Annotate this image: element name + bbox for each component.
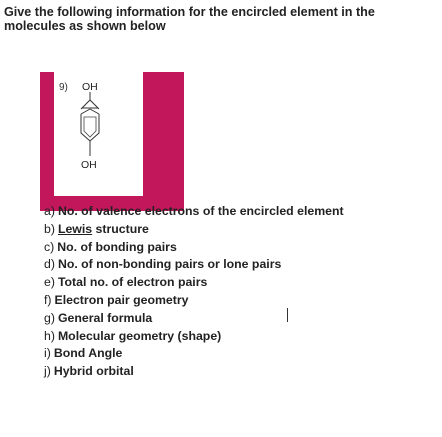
question-d: d) No. of non-bonding pairs or lone pairs xyxy=(44,257,282,272)
question-i: i) Bond Angle xyxy=(44,346,123,361)
top-hydroxyl-label: OH xyxy=(82,81,98,93)
molecule-card xyxy=(54,72,143,196)
question-a: a) No. of valence electrons of the encircled element xyxy=(44,204,344,218)
ring-right-upper xyxy=(90,109,99,114)
ring-double-bonds xyxy=(84,117,96,137)
question-g: g) General formula xyxy=(44,310,153,325)
text-cursor xyxy=(287,308,288,322)
benzene-ring-structure xyxy=(54,72,143,196)
question-b: b) Lewis structure xyxy=(44,221,149,236)
question-e: e) Total no. of electron pairs xyxy=(44,275,208,290)
bottom-hydroxyl-label: OH xyxy=(81,159,97,171)
ring-left-upper xyxy=(81,109,90,114)
question-j: j) Hybrid orbital xyxy=(44,364,134,379)
instructions-text: Give the following information for the encircled element in the molecules as shown below xyxy=(4,5,375,33)
lewis-term: Lewis xyxy=(57,221,93,236)
question-h: h) Molecular geometry (shape) xyxy=(44,328,222,343)
problem-number: 9) xyxy=(59,82,68,93)
question-list xyxy=(44,203,434,381)
question-f: f) Electron pair geometry xyxy=(44,292,189,307)
question-c: c) No. of bonding pairs xyxy=(44,239,177,254)
